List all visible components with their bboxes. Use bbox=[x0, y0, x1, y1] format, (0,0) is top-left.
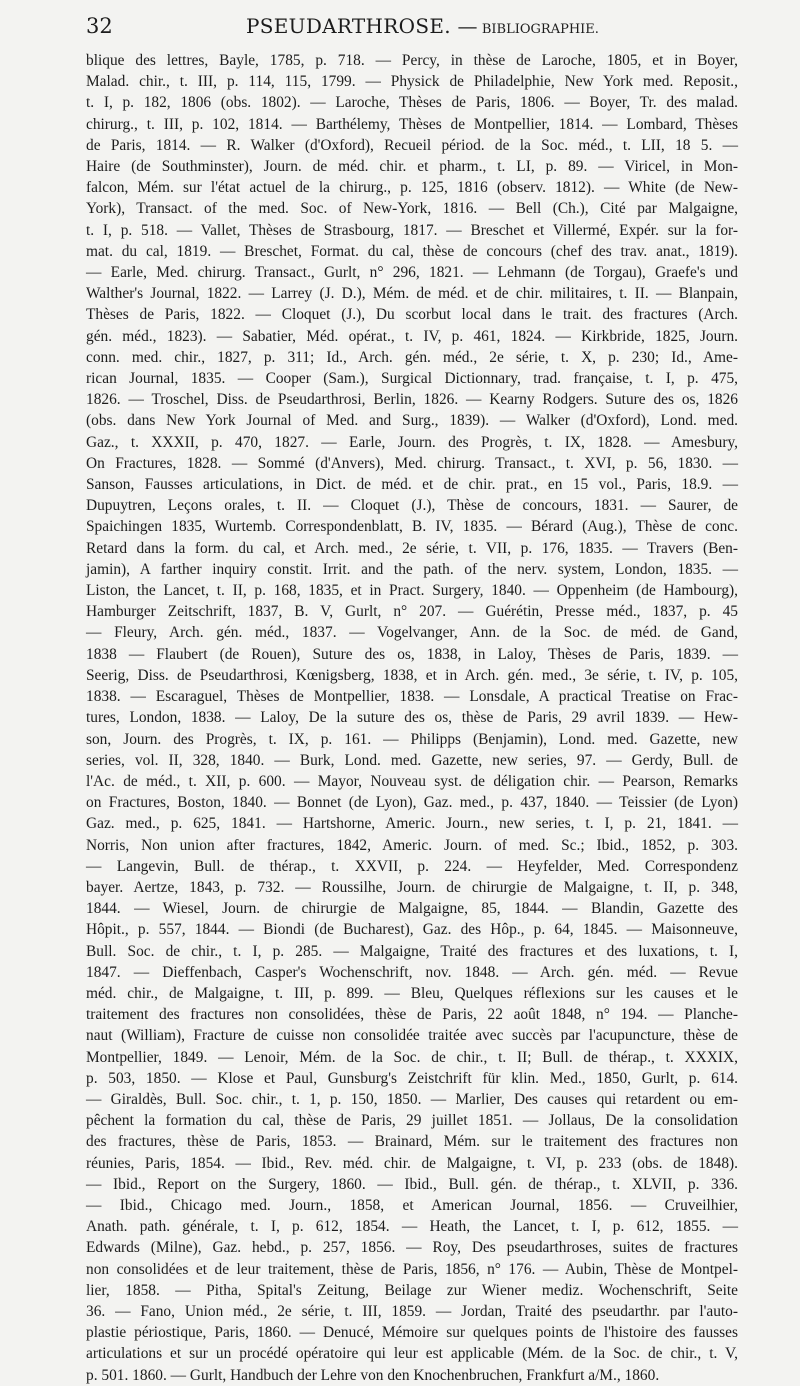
text-line: traitement des fractures non consolidées, thèse de Paris, 22 août 1848, n° 194. — Planche- bbox=[86, 1006, 738, 1024]
running-subtitle: BIBLIOGRAPHIE. bbox=[481, 22, 599, 37]
text-line: Norris, Non union after fractures, 1842, Americ. Journ. of med. Sc.; Ibid., 1852, p. 303. bbox=[86, 836, 738, 854]
text-line: Sanson, Fausses articulations, in Dict. de méd. et de chir. prat., en 15 vol., Paris, 18.9. — bbox=[86, 476, 738, 494]
text-line: Gaz., t. XXXII, p. 470, 1827. — Earle, Journ. des Progrès, t. IX, 1828. — Amesbury, bbox=[86, 433, 738, 451]
text-line: pêchent la formation du cal, thèse de Paris, 29 juillet 1851. — Jollaus, De la consolidation bbox=[86, 1112, 738, 1130]
text-line: falcon, Mém. sur l'état actuel de la chirurg., p. 125, 1816 (observ. 1812). — White (de New- bbox=[86, 179, 738, 197]
text-line: réunies, Paris, 1854. — Ibid., Rev. méd. chir. de Malgaigne, t. VI, p. 233 (obs. de 1848). bbox=[86, 1154, 738, 1172]
text-line: 1844. — Wiesel, Journ. de chirurgie de Malgaigne, 85, 1844. — Blandin, Gazette des bbox=[86, 900, 738, 918]
text-line: — Ibid., Chicago med. Journ., 1858, et American Journal, 1856. — Cruveilhier, bbox=[86, 1196, 738, 1214]
text-line: conn. med. chir., 1827, p. 311; Id., Arch. gén. méd., 2e série, t. X, p. 230; Id., Ame- bbox=[86, 348, 738, 366]
text-line: méd. chir., de Malgaigne, t. III, p. 899. — Bleu, Quelques réflexions sur les causes et le bbox=[86, 984, 738, 1002]
text-line: — Langevin, Bull. de thérap., t. XXVII, p. 224. — Heyfelder, Med. Correspondenz bbox=[86, 857, 738, 875]
text-line: l'Ac. de méd., t. XII, p. 600. — Mayor, Nouveau syst. de déligation chir. — Pearson, Remarks bbox=[86, 772, 738, 790]
text-line: Hôpit., p. 557, 1844. — Biondi (de Bucharest), Gaz. des Hôp., p. 64, 1845. — Maisonneuve, bbox=[86, 921, 738, 939]
text-line: bayer. Aertze, 1843, p. 732. — Roussilhe, Journ. de chirurgie de Malgaigne, t. II, p. 348, bbox=[86, 878, 738, 896]
text-line: articulations et sur un procédé opératoire qui leur est applicable (Mém. de la Soc. de chir., t. V, bbox=[86, 1345, 738, 1363]
text-line: — Ibid., Report on the Surgery, 1860. — Ibid., Bull. gén. de thérap., t. XLVII, p. 336. bbox=[86, 1175, 738, 1193]
running-header bbox=[86, 14, 738, 50]
text-line: on Fractures, Boston, 1840. — Bonnet (de Lyon), Gaz. med., p. 437, 1840. — Teissier (de Lyon) bbox=[86, 794, 738, 812]
text-line: son, Journ. des Progrès, t. IX, p. 161. — Philipps (Benjamin), Lond. med. Gazette, new bbox=[86, 730, 738, 748]
text-line: 1838 — Flaubert (de Rouen), Suture des os, 1838, in Laloy, Thèses de Paris, 1839. — bbox=[86, 645, 738, 663]
text-line: Haire (de Southminster), Journ. de méd. chir. et pharm., t. LI, p. 89. — Viricel, in Mon- bbox=[86, 158, 738, 176]
text-line: des fractures, thèse de Paris, 1853. — Brainard, Mém. sur le traitement des fractures non bbox=[86, 1133, 738, 1151]
text-line: Liston, the Lancet, t. II, p. 168, 1835, et in Pract. Surgery, 1840. — Oppenheim (de Hambourg), bbox=[86, 582, 738, 600]
text-line: Bull. Soc. de chir., t. I, p. 285. — Malgaigne, Traité des fractures et des luxations, t. I, bbox=[86, 942, 738, 960]
page-number: 32 bbox=[86, 14, 113, 38]
text-line: (obs. dans New York Journal of Med. and Surg., 1839). — Walker (d'Oxford), Lond. med. bbox=[86, 412, 738, 430]
text-line: series, vol. II, 328, 1840. — Burk, Lond. med. Gazette, new series, 97. — Gerdy, Bull. de bbox=[86, 751, 738, 769]
text-line: mat. du cal, 1819. — Breschet, Format. du cal, thèse de concours (chef des trav. anat., 1819). bbox=[86, 242, 738, 260]
text-line: t. I, p. 182, 1806 (obs. 1802). — Laroche, Thèses de Paris, 1806. — Boyer, Tr. des malad. bbox=[86, 94, 738, 112]
text-line: plastie périostique, Paris, 1860. — Denucé, Mémoire sur quelques points de l'histoire des fausses bbox=[86, 1324, 738, 1342]
text-line: Anath. path. générale, t. I, p. 612, 1854. — Heath, the Lancet, t. I, p. 612, 1855. — bbox=[86, 1218, 738, 1236]
text-line: de Paris, 1814. — R. Walker (d'Oxford), Recueil périod. de la Soc. méd., t. LII, 18 5. — bbox=[86, 136, 738, 154]
text-line: Malad. chir., t. III, p. 114, 115, 1799. — Physick de Philadelphie, New York med. Reposit., bbox=[86, 73, 738, 91]
text-line: — Giraldès, Bull. Soc. chir., t. 1, p. 150, 1850. — Marlier, Des causes qui retardent ou em- bbox=[86, 1090, 738, 1108]
text-line: lier, 1858. — Pitha, Spital's Zeitung, Beilage zur Wiener mediz. Wochenschrift, Seite bbox=[86, 1281, 738, 1299]
text-line: — Earle, Med. chirurg. Transact., Gurlt, n° 296, 1821. — Lehmann (de Torgau), Graefe's und bbox=[86, 264, 738, 282]
text-line: Edwards (Milne), Gaz. hebd., p. 257, 1856. — Roy, Des pseudarthroses, suites de fractures bbox=[86, 1239, 738, 1257]
text-line: Hamburger Zeitschrift, 1837, B. V, Gurlt, n° 207. — Guérétin, Presse méd., 1837, p. 45 bbox=[86, 603, 738, 621]
text-line: chirurg., t. III, p. 102, 1814. — Barthélemy, Thèses de Montpellier, 1814. — Lombard, Thèses bbox=[86, 115, 738, 133]
text-line: Seerig, Diss. de Pseudarthrosi, Kœnigsberg, 1838, et in Arch. gén. med., 3e série, t. IV, p. 105, bbox=[86, 666, 738, 684]
text-line: 1826. — Troschel, Diss. de Pseudarthrosi, Berlin, 1826. — Kearny Rodgers. Suture des os, 1826 bbox=[86, 391, 738, 409]
text-line: p. 501. 1860. — Gurlt, Handbuch der Lehre von den Knochenbruchen, Frankfurt a/M., 1860. bbox=[86, 1366, 660, 1384]
text-line: Gaz. med., p. 625, 1841. — Hartshorne, Americ. Journ., new series, t. I, p. 21, 1841. — bbox=[86, 815, 738, 833]
text-line: tures, London, 1838. — Laloy, De la suture des os, thèse de Paris, 29 avril 1839. — Hew- bbox=[86, 709, 738, 727]
text-line: Spaichingen 1835, Wurtemb. Correspondenblatt, B. IV, 1835. — Bérard (Aug.), Thèse de conc. bbox=[86, 518, 738, 536]
text-line: Retard dans la form. du cal, et Arch. med., 2e série, t. VII, p. 176, 1835. — Travers (Ben- bbox=[86, 539, 738, 557]
text-line: Thèses de Paris, 1822. — Cloquet (J.), Du scorbut local dans le trait. des fractures (Arch. bbox=[86, 306, 738, 324]
text-line: blique des lettres, Bayle, 1785, p. 718. — Percy, in thèse de Laroche, 1805, et in Boyer, bbox=[86, 52, 738, 69]
text-line: non consolidées et de leur traitement, thèse de Paris, 1856, n° 176. — Aubin, Thèse de Montpel- bbox=[86, 1260, 738, 1278]
text-line: 1838. — Escaraguel, Thèses de Montpellier, 1838. — Lonsdale, A practical Treatise on Frac- bbox=[86, 688, 738, 706]
bibliography-text bbox=[86, 50, 738, 1386]
text-line: Montpellier, 1849. — Lenoir, Mém. de la Soc. de chir., t. II; Bull. de thérap., t. XXXIX, bbox=[86, 1048, 738, 1066]
text-line: 36. — Fano, Union méd., 2e série, t. III, 1859. — Jordan, Traité des pseudarthr. par l'auto- bbox=[86, 1302, 738, 1320]
text-line: naut (William), Fracture de cuisse non consolidée traitée avec succès par l'acupuncture, thèse de bbox=[86, 1027, 738, 1045]
text-line: Walther's Journal, 1822. — Larrey (J. D.), Mém. de méd. et de chir. militaires, t. II. — Blanpain, bbox=[86, 285, 738, 303]
text-line: On Fractures, 1828. — Sommé (d'Anvers), Med. chirurg. Transact., t. XVI, p. 56, 1830. — bbox=[86, 454, 738, 472]
text-line: rican Journal, 1835. — Cooper (Sam.), Surgical Dictionnary, trad. française, t. I, p. 475, bbox=[86, 370, 738, 388]
text-line: 1847. — Dieffenbach, Casper's Wochenschrift, nov. 1848. — Arch. gén. méd. — Revue bbox=[86, 963, 738, 981]
running-title: PSEUDARTHROSE. — bbox=[246, 14, 478, 38]
text-line: gén. méd., 1823). — Sabatier, Méd. opérat., t. IV, p. 461, 1824. — Kirkbride, 1825, Journ. bbox=[86, 327, 738, 345]
text-line: jamin), A farther inquiry constit. Irrit. and the path. of the nerv. system, London, 1835. — bbox=[86, 560, 738, 578]
text-line: p. 503, 1850. — Klose et Paul, Gunsburg's Zeistchrift für klin. Med., 1850, Gurlt, p. 614. bbox=[86, 1069, 738, 1087]
text-line: York), Transact. of the med. Soc. of New-York, 1816. — Bell (Ch.), Cité par Malgaigne, bbox=[86, 200, 738, 218]
text-line: t. I, p. 518. — Vallet, Thèses de Strasbourg, 1817. — Breschet et Villermé, Expér. sur la for- bbox=[86, 221, 738, 239]
text-line: Dupuytren, Leçons orales, t. II. — Cloquet (J.), Thèse de concours, 1831. — Saurer, de bbox=[86, 497, 738, 515]
text-line: — Fleury, Arch. gén. méd., 1837. — Vogelvanger, Ann. de la Soc. de méd. de Gand, bbox=[86, 624, 738, 642]
